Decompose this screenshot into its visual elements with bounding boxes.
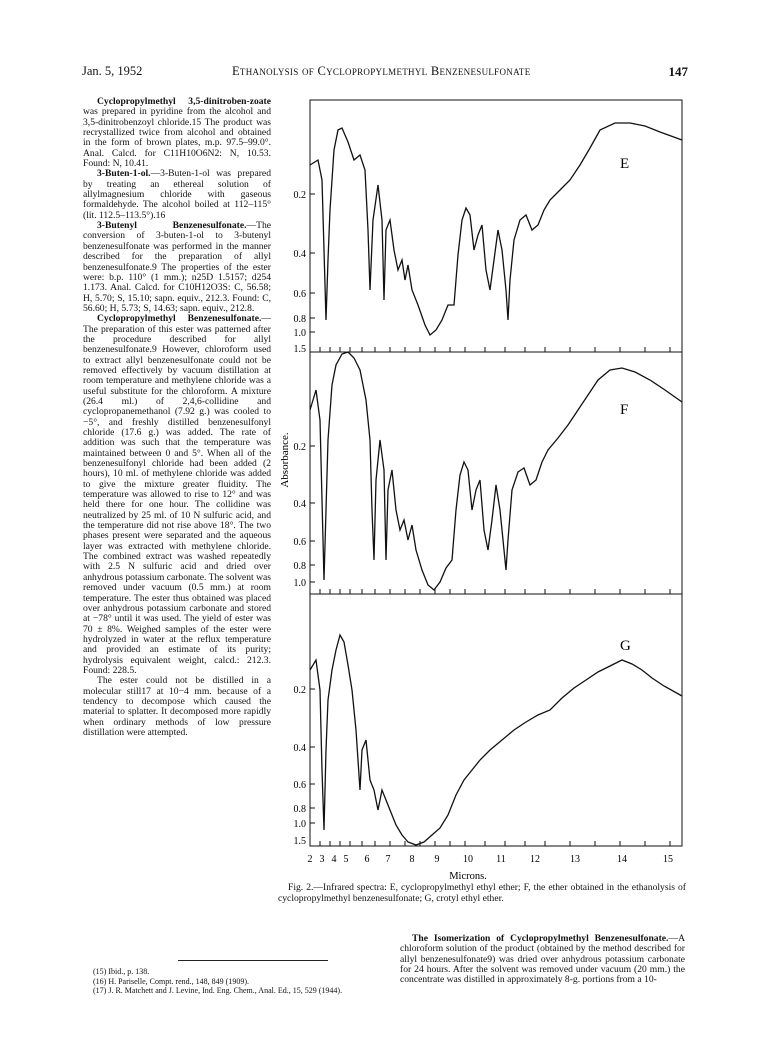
panel-e-ytick: 0.2 [293,190,306,201]
x-tick-label: 8 [409,854,415,865]
x-axis-tick-labels [308,854,674,865]
panel-e-ytick: 1.5 [293,344,306,355]
spectrum-curve-e [310,123,682,335]
paragraph-heading: Cyclopropylmethyl 3,5-dinitroben-zoate [97,96,271,107]
spectrum-panel-f [279,352,682,594]
paragraph-butenyl-benzenesulfonate [83,221,271,314]
panel-e-label: E [620,156,630,172]
panel-e-y-ticks [310,194,315,332]
paragraph-dinitrobenzoate [83,97,271,169]
panel-e-frame [310,100,682,352]
panel-g-ytick: 0.6 [293,780,306,791]
infrared-spectra-figure [270,90,690,885]
panel-g-ytick: 0.8 [293,804,306,815]
x-tick-label: 10 [463,854,473,865]
spectrum-panel-e [294,100,683,355]
x-tick-label: 12 [530,854,540,865]
panel-f-y-ticks [310,446,315,582]
x-tick-label: 13 [570,854,580,865]
page-header [82,64,686,82]
x-tick-label: 4 [331,854,337,865]
right-text-column [400,934,685,986]
figure-caption-text: Fig. 2.—Infrared spectra: E, cyclopropylmethyl ethyl ether; F, the ether obtained in the ethanolysis of cyclopropylmethyl benzenesulfonate; G, crotyl ethyl ether. [278,882,686,904]
panel-f-ytick: 0.4 [293,499,306,510]
paragraph-heading: 3-Buten-1-ol. [97,168,151,180]
footnote-17: (17) J. R. Matchett and J. Levine, Ind. Eng. Chem., Anal. Ed., 15, 529 (1944). [93,986,343,995]
paragraph-cyclopropylmethyl-benzenesulfonate [83,314,271,676]
paragraph-butenol [83,169,271,221]
x-tick-label: 5 [343,854,349,865]
x-tick-label: 15 [663,854,673,865]
panel-g-ytick: 0.4 [293,743,306,754]
paragraph-body: —A chloroform solution of the product (obtained by the method described for allyl benzenesulfonate9) was dried over anhydrous potassium carbonate for 24 hours. After the solvent was removed under vacuum (20 mm.) the concentrate was distilled in approximately 8-g. portions from a 10- [400,933,685,986]
panel-f-ytick: 0.2 [293,442,306,453]
footnote-divider [178,960,328,961]
paragraph-body: was prepared in pyridine from the alcohol and 3,5-dinitrobenzoyl chloride.15 The product was recrystallized twice from alcohol and obtained in the form of brown plates, m.p. 97.5–99.0°. Anal. Calcd. for C11H10O6N2: N, 10.53. Found: N, 10.41. [83,106,271,170]
x-tick-label: 7 [385,854,391,865]
paragraph-isomerization [400,934,685,986]
panel-e-ytick: 1.0 [293,328,306,339]
paragraph-heading: Cyclopropylmethyl Benzenesulfonate. [97,313,262,325]
x-tick-label: 11 [496,854,506,865]
panel-g-x-minor-ticks [320,841,670,846]
footnote-15: (15) Ibid., p. 138. [93,967,150,976]
panel-e-ytick: 0.6 [293,289,306,300]
panel-f-ytick: 0.6 [293,537,306,548]
paragraph-distillation: The ester could not be distilled in a molecular still17 at 10−4 mm. because of a tendency to decompose which caused the material to splatter. It decomposed more rapidly when ordinary methods of low pressure distillation were attempted. [83,675,271,738]
panel-g-label: G [620,638,631,654]
x-tick-label: 6 [364,854,370,865]
panel-g-y-ticks [310,689,315,823]
panel-e-ytick: 0.4 [293,249,306,260]
panel-f-frame [310,352,682,594]
panel-g-ytick: 0.2 [293,685,306,696]
paragraph-heading: The Isomerization of Cyclopropylmethyl Benzenesulfonate. [412,933,669,944]
spectrum-curve-f [310,352,682,590]
panel-f-label: F [620,402,629,418]
x-axis-label: Microns. [449,871,487,882]
panel-e-ytick: 0.8 [293,314,306,325]
x-tick-label: 2 [307,854,313,865]
header-date: Jan. 5, 1952 [82,64,143,78]
footnote-16: (16) H. Pariselle, Compt. rend., 148, 849 (1909). [93,976,249,986]
figure-caption [278,882,686,904]
paragraph-heading: 3-Butenyl Benzenesulfonate. [97,220,247,232]
paragraph-body: —3-Buten-1-ol was prepared by treating an ethereal solution of allylmagnesium chloride with gaseous formaldehyde. The alcohol boiled at 112–115° (lit. 112.5–113.5°).16 [83,168,271,221]
paragraph-body: —The preparation of this ester was patterned after the procedure described for allyl benzenesulfonate.9 However, chloroform used to extract allyl benzenesulfonate could not be removed effectively by vacuum distillation at room temperature and methylene chloride was a useful substitute for the chloroform. A mixture (26.4 ml.) of 2,4,6-collidine and cyclopropanemethanol (7.92 g.) was cooled to −5°, and freshly distilled benzenesulfonyl chloride (17.6 g.) was added. The rate of addition was such that the temperature was maintained between 0 and 5°. When all of the benzenesulfonyl chloride had been added (2 hours), 10 ml. of methylene chloride was added to give the mixture greater fluidity. The temperature was allowed to rise to 12° and was held there for one hour. The collidine was neutralized by 25 ml. of 10 N sulfuric acid, and the temperature did not rise above 18°. The two phases present were separated and the aqueous layer was extracted with methylene chloride. The combined extract was washed repeatedly with 2.5 N sulfuric acid and dried over anhydrous potassium carbonate. The solvent was removed under vacuum (0.5 mm.) at room temperature. The ester thus obtained was placed over anhydrous potassium carbonate and stored at −78° until it was used. The yield of ester was 70 ± 8%. Weighed samples of the ester were hydrolyzed in water at the reflux temperature and provided an estimate of its purity; hydrolysis equivalent weight, calcd.: 212.3. Found: 228.5. [83,313,271,676]
panel-g-frame [310,594,682,846]
panel-g-ytick: 1.0 [293,819,306,830]
header-title: Ethanolysis of Cyclopropylmethyl Benzenesulfonate [232,64,531,78]
panel-f-x-minor-ticks [320,589,670,594]
page-number: 147 [668,64,688,79]
panel-e-x-minor-ticks [320,347,670,352]
spectrum-curve-g [310,635,682,845]
footnotes [83,960,375,996]
y-axis-label: Absorbance. [279,432,291,488]
panel-g-ytick: 1.5 [293,836,306,847]
spectrum-panel-g [294,594,683,847]
panel-f-ytick: 1.0 [293,578,306,589]
x-tick-label: 14 [617,854,627,865]
paragraph-body: —The conversion of 3-buten-1-ol to 3-butenyl benzenesulfonate was performed in the manner described for the preparation of allyl benzenesulfonate.9 The properties of the ester were: b.p. 110° (1 mm.); n25D 1.5157; d254 1.173. Anal. Calcd. for C10H12O3S: C, 56.58; H, 5.70; S, 15.10; sapn. equiv., 212.3. Found: C, 56.60; H, 5.73; S, 14.63; sapn. equiv., 212.8. [83,220,271,314]
left-text-column [83,97,271,738]
x-tick-label: 3 [319,854,325,865]
x-tick-label: 9 [434,854,440,865]
panel-f-ytick: 0.8 [293,561,306,572]
